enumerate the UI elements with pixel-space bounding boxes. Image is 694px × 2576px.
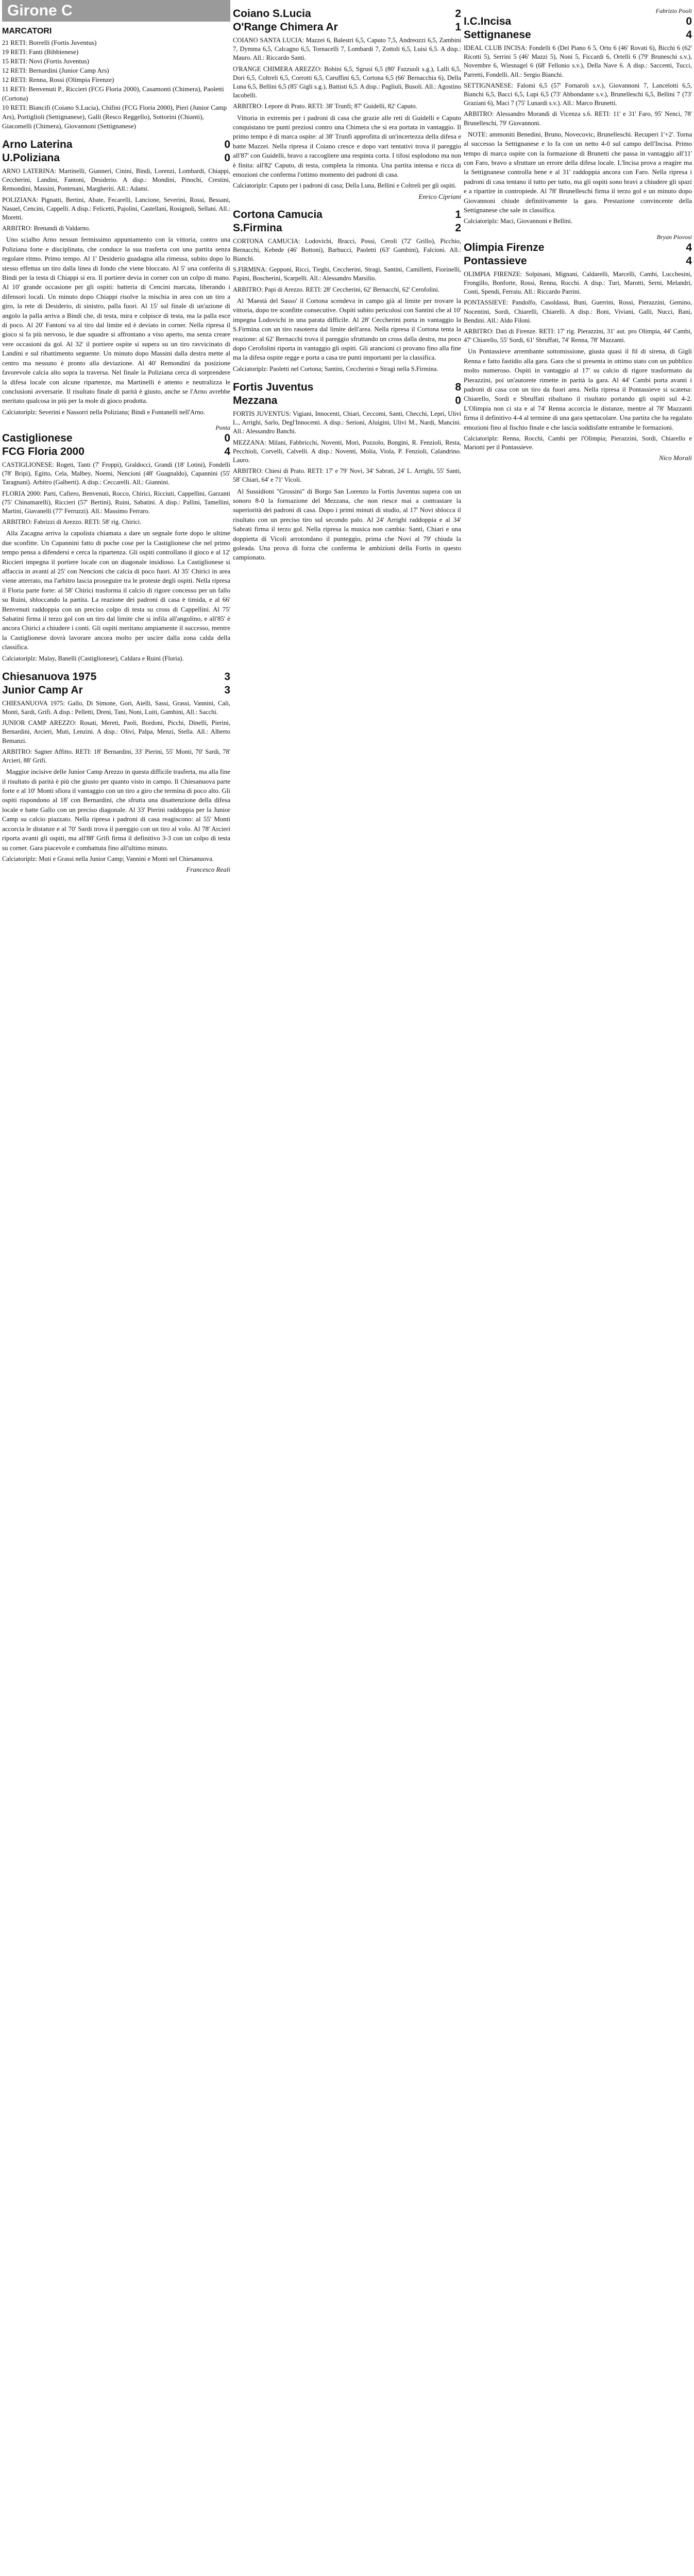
away-score: 0	[224, 152, 230, 164]
away-score: 0	[455, 394, 461, 406]
home-team: I.C.Incisa	[464, 15, 512, 27]
home-score: 4	[686, 241, 692, 253]
lineup-home: IDEAL CLUB INCISA: Fondelli 6 (Del Piano 6 5, Ortu 6 (46' Rovati 6), Bicchi 6 (62' Ricotti 5), Serrini 5 (46' Mazzi 5), Noni 5, Ficcardi 6, Ortelli 6 (79' Bruneschi s.v.), Novembre 6, Wiesnagel 6 (68' Fellonio s.v.), Della Nave 6. A disp.: Saccenti, Tucci, Parretti, Fondelli. All.: Sergio Bianchi.	[464, 44, 692, 78]
author-signature: Fabrizio Pooli	[655, 7, 692, 14]
referee-goals: ARBITRO: Alessandro Morandi di Vicenza s.6. RETI: 11' e 31' Faro, 95' Nenci, 78' Brunelleschi, 79' Giovannoni.	[464, 110, 692, 127]
marcatori-title: MARCATORI	[2, 27, 52, 36]
away-team-line	[233, 394, 461, 408]
lineup-away: POLIZIANA: Pignatti, Bertini, Abate, Fecarelli, Lancione, Severini, Rossi, Bessani, Nasuel, Cencini, Cappelli. A disp.: Felicetti, Pajolini, Castellani, Rosignoli, Sellani. All.: Moretti.	[2, 196, 230, 222]
match-article: Alla Zacagna arriva la capolista chiamata a dare un segnale forte dopo le ultime due sconfitte. Un Capannini fatto di poche cose per la Castiglionese che nel primo tempo pensa a difendersi e cerca la ripartenza. Gli ospiti controllano il gioco e al 12' Riccieri impegna il portiere locale con un diagonale insidioso. La Castiglionese si affaccia in avanti al 25' con Nencioni che calcia di poco fuori. Al 35' Chirici in area viene atterrato, ma l'arbitro lascia proseguire tra le proteste degli ospiti. Nella ripresa il Floria parte forte: al 58' Chirici trasforma il calcio di rigore concesso per un fallo su Ruini, sbloccando la partita. La reazione dei padroni di casa è timida, e al 66' Benvenuti raddoppia con un preciso colpo di testa su cross di Cappellini. Al 75' Sabatini firma il terzo gol con un tiro dal limite che si infila all'angolino, e all'85' è ancora Chirici a chiudere i conti. Gli ospiti meritano ampiamente il successo, mentre la Castiglionese dovrà lavorare ancora molto per uscire dalla zona calda della classifica.	[2, 529, 230, 651]
home-team-line	[2, 432, 230, 445]
home-team: Olimpia Firenze	[464, 241, 545, 253]
lineup-home: CHIESANUOVA 1975: Gallo, Di Simone, Gori, Aielli, Sassi, Grassi, Vannini, Cali, Monti, Sardi, Grifi. A disp.: Pelletti, Dreni, Tani, Noni, Luiti, Gambini, All.: Sacchi.	[2, 699, 230, 716]
away-team: S.Firmina	[233, 222, 282, 234]
away-team: FCG Floria 2000	[2, 445, 84, 457]
match-report	[2, 424, 230, 663]
match-note: Calciatoriplz: Caputo per i padroni di casa; Della Luna, Bellini e Coltreli per gli ospiti.	[233, 182, 456, 190]
lineup-home: CASTIGLIONESE: Rogeti, Tanti (7' Froppi), Graldocci, Grandi (18' Lotini), Fondelli (78' Bripi), Egitto, Cela, Malbey, Noemi, Nencioni (48' Guagnaldo), Capannini (55' Taragnani). Arbitro (Galberti). A disp.: Ceccarelli. All.: Giannini.	[2, 461, 230, 486]
away-score: 4	[686, 29, 692, 41]
home-team: Coiano S.Lucia	[233, 8, 311, 20]
home-team-line	[464, 15, 692, 28]
match-article: Al 'Maestà del Sasso' il Cortona scendeva in campo già al limite per trovare la vittoria, dopo tre sconfitte consecutive. Ospiti subito pericolosi con Santini che al 10' impegna Lodovichi in una parata difficile. Al 28' Ceccherini porta in vantaggio la S.Firmina con un tiro rasoterra dal limite dell'area. Nella ripresa il Cortona tenta la reazione: al 62' Bernacchi trova il pareggio sfruttando un cross dalla destra, ma poco dopo Cerofolini riporta in vantaggio gli ospiti. Gli arancioni ci provano fino alla fine ma la difesa ospite regge e porta a casa tre punti importanti per la classifica.	[233, 296, 461, 362]
match-report	[233, 381, 461, 563]
home-score: 0	[224, 139, 230, 150]
away-team: Mezzana	[233, 394, 278, 406]
match-note: Calciatoriplz: Maci, Giovannoni e Bellini.	[464, 217, 573, 225]
away-score: 4	[686, 255, 692, 267]
home-team-line	[233, 208, 461, 222]
lineup-away: FLORIA 2000: Parti, Cafiero, Benvenuti, Rocco, Chirici, Ricciuti, Cappellini, Garzanti (75' Chinamarelli), Riccieri (57' Bertini), Ruini, Sabatini. A disp.: Pallini, Tamellini, Martini, Giavanelli (77' Ferruzzi). All.: Massimo Ferraro.	[2, 489, 230, 515]
away-team-line	[233, 222, 461, 235]
away-score: 2	[455, 222, 461, 234]
home-team-line	[2, 670, 230, 684]
home-team-line	[233, 381, 461, 394]
lineup-away: PONTASSIEVE: Pandolfo, Casoldassi, Buni, Guerrini, Rossi, Pierazzini, Gemino, Nocentini, Sordi, Chiarelli, Chiarelli. A disp.: Boni, Viviani, Galli, Nucci, Bani, Bendini. All.: Aldo Filoni.	[464, 299, 692, 324]
lineup-away: O'RANGE CHIMERA AREZZO: Bobini 6,5, Sgrusi 6,5 (80' Fazzuoli s.g.), Lalli 6,5, Dori 6,5, Coltreli 6,5, Corrotti 6,5, Caruffini 6,5, Cortona 6,5 (66' Bernacchia 6), Della Luna 6,5, Bellini 6,5 (85' Gigli s.g.), Battisti 6,5. A disp.: Pagliuli, Busoli. All.: Agostino Iacobelli.	[233, 65, 461, 99]
lineup-away: SETTIGNANESE: Falomi 6,5 (57' Fornaroli s.v.), Giovannoni 7, Lancelotti 6,5, Bianchi 6,5, Bacci 6,5, Lupi 6,5 (73' Abbondante s.v.), Brunelleschi 6,5, Bellini 7 (73' Graziani 6), Maci 7 (75' Lunardi s.v.). All.: Marco Brunetti.	[464, 81, 692, 107]
match-note: Calciatoriplz: Malay, Banelli (Castiglionese), Caldara e Ruini (Floria).	[2, 654, 184, 662]
away-score: 4	[224, 445, 230, 457]
home-team-line	[464, 241, 692, 255]
referee-goals: ARBITRO: Brenandi di Valdarno.	[2, 225, 91, 232]
lineup-home: FORTIS JUVENTUS: Vigiani, Innocenti, Chiari, Ceccomi, Santi, Checchi, Lepri, Ulivi L., Arrighi, Sarlo, Degl'Innocenti. A disp.: Serioni, Aluigini, Ulivi M., Nardi, Mancini. All.: Alessandro Banchi.	[233, 410, 461, 435]
lineup-away: JUNIOR CAMP AREZZO: Rosati, Mereti, Paoli, Bordoni, Picchi, Dinelli, Pierini, Bernardini, Arcieri, Muti, Lenzini. A disp.: Olivi, Palpa, Menzi, Stella. All.: Alberto Bemanzi.	[2, 719, 230, 744]
match-article: Vittoria in extremis per i padroni di casa che grazie alle reti di Guidelli e Caputo conquistano tre punti preziosi contro una Chimera che si era portata in vantaggio. Il primo tempo è di marca ospite: al 38' Trunfi approfitta di un'incertezza della difesa e batte Mazzei. Nella ripresa il Coiano cresce e dopo vari tentativi trova il pareggio all'87' con Guidelli, bravo a raccogliere una respinta corta. I tifosi esplodono ma non è finita: all'82' Caputo, di testa, completa la rimonta. Una partita intensa e ricca di emozioni che conferma l'ottimo momento dei padroni di casa.	[233, 113, 461, 179]
away-team-line	[2, 684, 230, 697]
referee-goals: ARBITRO: Dati di Firenze. RETI: 17' rig. Pierazzini, 31' aut. pro Olimpia, 44' Cambi, 47' Chiarello, 55' Sordi, 61' Sbruffati, 74' Renna, 78' Mazzanti.	[464, 327, 692, 344]
home-team: Arno Laterina	[2, 139, 73, 150]
lineup-away: MEZZANA: Milani, Fabbricchi, Noventi, Mori, Pozzolo, Bongini, R. Fenzioli, Resta, Pecchioli, Corvelli, Calvelli. A disp.: Noventi, Molia, Viola, P. Fenzioli, Calandrino. Lauro.	[233, 438, 461, 464]
referee-goals: ARBITRO: Sagner Affitto. RETI: 18' Bernardini, 33' Pierini, 55' Monti, 70' Sardi, 78' Arcieri, 88' Grifi.	[2, 748, 230, 765]
away-team: Settignanese	[464, 29, 531, 41]
scorer-line: 15 RETI: Novi (Fortis Juventus)	[2, 57, 89, 65]
away-team-line	[233, 21, 461, 34]
lineup-home: ARNO LATERINA: Martinelli, Gianneri, Cinini, Bindi, Lorenzi, Lombardi, Chiappi, Ceccherini, Landini, Fantoni, Desiderio. A disp.: Mondini, Pinochi, Crestini, Remondini, Massini, Pontenani, Margheriti. All.: Adami.	[2, 167, 230, 193]
home-team: Chiesanuova 1975	[2, 670, 97, 683]
match-article: Un Pontassieve arrembante sottomissione, giusta quasi il fil di sirena, di Gigli Renna e fatto fastidio alla gara. Gara che si presenta in ottimo stato con un pubblico molto numeroso. Ospiti in vantaggio al 17' su calcio di rigore trasformato da Pierazzini, poi un'autorete rimette in parità la gara. Al 44' Cambi porta avanti i padroni di casa con un tiro da fuori area. Nella ripresa il Pontassieve si scatena: Chiarello, Sordi e Sbruffati ribaltano il risultato portando gli ospiti sul 4-2. L'Olimpia non ci sta e al 74' Renna accorcia le distanze, mentre al 78' Mazzanti firma il definitivo 4-4 al termine di una gara spettacolare. Una partita che ha regalato emozioni fino al fischio finale e che lascia soddisfatte entrambe le formazioni.	[464, 347, 692, 431]
scorer-line: 10 RETI: Biancifi (Coiano S.Lucia), Chifini (FCG Floria 2000), Pieri (Junior Camp Ars), Portiglioli (Settignanese), Galli (Resco Reggello), Sottorini (Chianti), Giacomelli (Chimera), Giovannoni (Settignanese)	[2, 104, 227, 130]
home-score: 8	[455, 381, 461, 393]
author-signature: Enrico Cipriani	[418, 192, 461, 200]
scorer-line: 21 RETI: Borrelli (Fortis Juventus)	[2, 39, 97, 46]
referee-goals: ARBITRO: Chiesi di Prato. RETI: 17' e 79' Novi, 34' Sabrati, 24' L. Arrighi, 55' Santi, 58' Chiari, 64' e 71' Vicoli.	[233, 467, 461, 484]
marcatori-list	[2, 38, 230, 131]
match-article: Uno scialbo Arno nessun fermissimo appuntamento con la vittoria, contro una Poliziana forte e disciplinata, che conduce la sua trasferta con una partita senza regolare ritmo. Primo tempo. Al 1' Desiderio guadagna alla rimessa, subito dopo lo stesso effettua un tiro dalla linea di fondo che viene bloccato. Al 5' una conferita di Bindi per la testa di Chiappi si era. Il portiere devia in corner con un colpo di mano. Al 10' grande occasione per gli ospiti: batteria di Cencini marcata, liberando i difensori locali. Un minuto dopo Chiappi risolve la mischia in area con un tiro a giro, la rete di Desiderio, di sinistro, palla fuori. Al 15' sul finale di un'azione di angolo la palla arriva a Bindi che, di testa, mira e colpisce di testa, ma la palla esce di poco. Al 20' Fantoni va al tiro dal limite ed è deviato in corner. Nella ripresa il gioco si fa più nervoso, le due squadre si affrontano a viso aperto, ma senza creare vere occasioni da gol. Al 32' il portiere ospite si supera su un tiro ravvicinato di Landini e sul ribattimento seguente. Un minuto dopo Massini dalla destra mette al centro ma nessuno è pronto alla deviazione. Al 40' Remondini da posizione favorevole calcia alto sopra la traversa. Nel finale la Poliziana cerca di sorprendere la difesa locale con alcune ripartenze, ma Martinelli è attento e neutralizza le conclusioni avversarie. Il risultato finale di parità è giusto, anche se l'Arno avrebbe meritato qualcosa in più per la mole di gioco prodotta.	[2, 235, 230, 405]
home-team-line	[233, 7, 461, 21]
lineup-home: CORTONA CAMUCIA: Lodovichi, Bracci, Possi, Ceroli (72' Grillo), Picchio, Bernacchi, Kebede (46' Bottoni), Barbucci, Paoletti (63' Gambini), Falcioni. All.: Bianchi.	[233, 237, 461, 263]
match-article: Maggior incisive delle Junior Camp Arezzo in questa difficile trasferta, ma alla fine il risultato di parità è più che giusto per quanto visto in campo. Il Chiesanuova parte forte e al 10' Monti sfiora il vantaggio con un tiro a giro che termina di poco alto. Gli ospiti rispondono al 18' con Bernardini, che sfrutta una disattenzione della difesa locale e batte Gallo con un preciso diagonale. Al 33' Pierini raddoppia per la Junior Camp su calcio piazzato. Nella ripresa i padroni di casa reagiscono: al 55' Monti accorcia le distanze e al 70' Sardi trova il pareggio con un tiro al volo. Al 78' Arcieri riporta avanti gli ospiti, ma all'88' Grifi firma il definitivo 3-3 con un colpo di testa su corner. Gara piacevole e combattuta fino all'ultimo minuto.	[2, 768, 230, 852]
match-note: Calciatoriplz: Paoletti nel Cortona; Santini, Ceccherini e Stragi nella S.Firmina.	[233, 365, 438, 372]
match-note: Calciatoriplz: Severini e Nassorri nella Poliziana; Bindi e Fontanelli nell'Arno.	[2, 408, 205, 416]
away-team: Pontassieve	[464, 255, 527, 267]
match-note: Calciatoriplz: Renna, Rocchi, Cambi per l'Olimpia; Pierazzini, Sordi, Chiarello e Mariotti per il Pontassieve.	[464, 434, 692, 451]
author-signature: Nico Morali	[659, 454, 692, 462]
referee-goals: ARBITRO: Lepore di Prato. RETI: 38' Trunfi; 87' Guidelli, 82' Caputo.	[233, 103, 417, 110]
match-article: Al Sussidioni "Grossini" di Borgo San Lorenzo la Fortis Juventus supera con un sonoro 8-0 la formazione del Mezzana, che non riesce mai a contrastare la superiorità dei padroni di casa. Dopo i primi minuti di studio, al 17' Novi sblocca il risultato con un preciso tiro sul secondo palo. Al 24' Arrighi raddoppia e al 34' Sabrati firma il terzo gol. Nella ripresa la musica non cambia: Santi, Chiari e una doppietta di Vicoli arrotondano il punteggio, prima che Novi al 79' chiuda la goleada. Una prova di forza che conferma le ambizioni della Fortis in questo campionato.	[233, 487, 461, 562]
scorer-line: 19 RETI: Fanti (Bibbienese)	[2, 48, 79, 56]
scorer-line: 11 RETI: Benvenuti P., Riccieri (FCG Floria 2000), Casamonti (Chimera), Paoletti (Cortona)	[2, 85, 224, 102]
match-report	[233, 208, 461, 374]
match-report	[233, 7, 461, 201]
column-2	[233, 0, 461, 2576]
home-score: 0	[224, 432, 230, 444]
away-team: Junior Camp Ar	[2, 684, 83, 696]
referee-goals: ARBITRO: Fabrizzi di Arezzo. RETI: 58' rig. Chirici.	[2, 518, 142, 526]
lineup-home: COIANO SANTA LUCIA: Mazzei 6, Balestri 6,5, Caputo 7,5, Andreozzi 6,5, Zambini 7, Dymma 6,5, Calcagno 6,5, Tornacelli 7, Lombardi 7, Zottoli 6,5, Luisi 6,5. A disp.: Mauro. All.: Riccardo Santi.	[233, 37, 461, 62]
home-team: Fortis Juventus	[233, 381, 314, 393]
home-team-line	[2, 138, 230, 151]
lineup-away: S.FIRMINA: Gepponi, Ricci, Tieghi, Ceccherini, Stragi, Santini, Camilletti, Fiorinelli, Papini, Boscherini, Scarpelli. All.: Alessandro Marsilio.	[233, 266, 461, 282]
home-score: 0	[686, 15, 692, 27]
girone-header: Girone C	[2, 0, 230, 22]
away-team-line	[464, 255, 692, 268]
match-note: Calciatoriplz: Muti e Grassi nella Junior Camp; Vannini e Monti nel Chiesanuova.	[2, 855, 214, 862]
home-score: 1	[455, 208, 461, 221]
away-score: 3	[224, 684, 230, 696]
home-team: Cortona Camucia	[233, 208, 323, 221]
away-score: 1	[455, 21, 461, 33]
match-article: NOTE: ammoniti Benedini, Bruno, Novecovic, Brunelleschi. Recuperi 1'+2'. Torna al successo la Settignanese e lo fa con un netto 4-0 sul campo dell'Incisa. Primo tempo di marca ospite con la formazione di Brunetti che passa in vantaggio all'11' con Faro, bravo a sfruttare un errore della difesa locale. L'Incisa prova a reagire ma la Settignanese controlla bene e al 31' raddoppia ancora con Faro. Nella ripresa i padroni di casa tentano il tutto per tutto, ma gli ospiti sono bravi a chiudere gli spazi e a ripartire in contropiede. Al 78' Brunelleschi firma il terzo gol e un minuto dopo Giovannoni chiude definitivamente la gara. Prestazione convincente della Settignanese che sale in classifica.	[464, 130, 692, 214]
column-3	[464, 0, 692, 2576]
home-score: 3	[224, 670, 230, 683]
away-team: O'Range Chimera Ar	[233, 21, 338, 33]
home-team: Castiglionese	[2, 432, 73, 444]
referee-goals: ARBITRO: Papi di Arezzo. RETI: 28' Ceccherini, 62' Bernacchi, 62' Cerofolini.	[233, 285, 440, 293]
match-report	[464, 7, 692, 226]
scorer-line: 12 RETI: Bernardini (Junior Camp Ars)	[2, 66, 109, 74]
column-1	[2, 0, 230, 2576]
author-signature: Ponta	[215, 423, 230, 431]
scorer-line: 12 RETI: Renna, Rossi (Olimpia Firenze)	[2, 76, 114, 83]
away-team-line	[2, 445, 230, 459]
away-team-line	[2, 151, 230, 165]
match-report	[464, 233, 692, 463]
match-report	[2, 670, 230, 874]
match-report	[2, 138, 230, 417]
away-team: U.Poliziana	[2, 152, 60, 164]
away-team-line	[464, 28, 692, 42]
author-signature: Bryan Piovosi	[656, 233, 692, 241]
home-score: 2	[455, 8, 461, 20]
author-signature: Francesco Reali	[186, 866, 230, 874]
lineup-home: OLIMPIA FIRENZE: Solpinani, Mignani, Caldarelli, Marcelli, Cambi, Lucchesini, Frongillo, Bonforte, Rossi, Renna, Rocchi. A disp.: Turi, Marotti, Serni, Melandri, Conti, Spendi, Ferraiu. All.: Riccardo Parrini.	[464, 270, 692, 296]
